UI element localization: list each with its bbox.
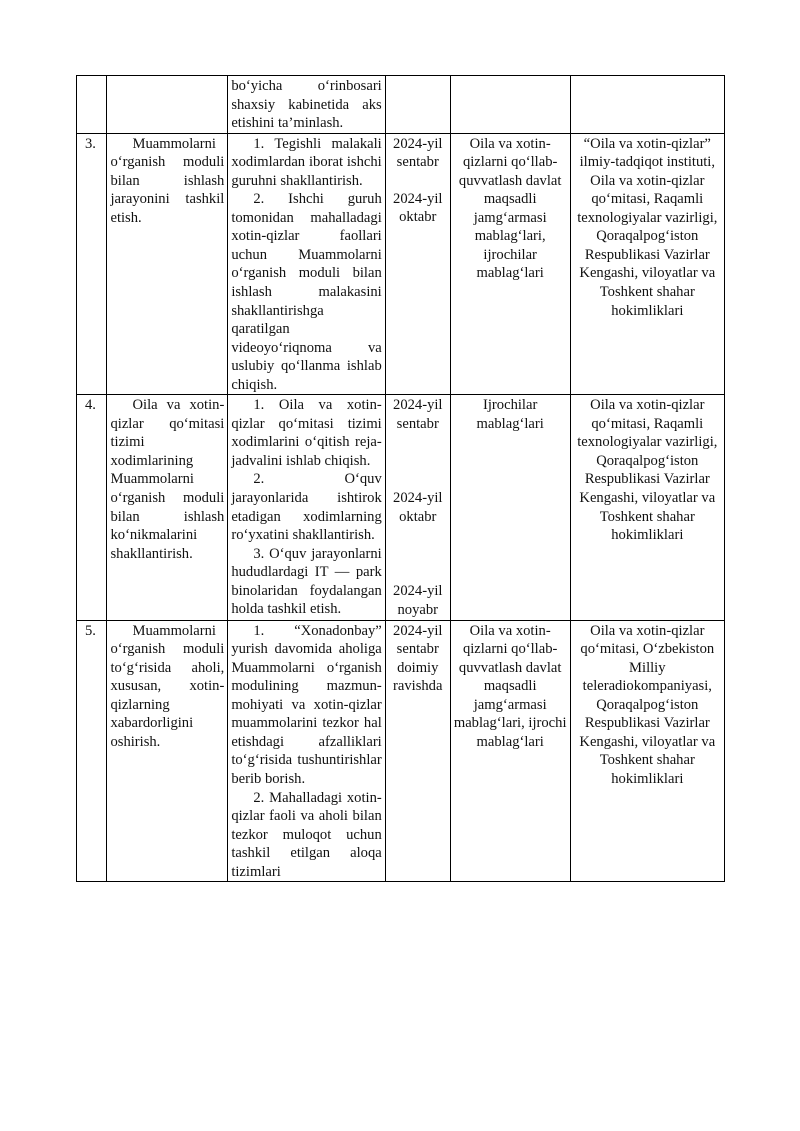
table-row bbox=[77, 76, 725, 134]
action-item: 1. Tegishli malakali xodimlardan iborat ishchi guruhni shakllantirish. bbox=[231, 135, 382, 189]
actions-cell bbox=[228, 133, 385, 395]
responsible-cell: “Oila va xotin-qizlar” ilmiy-tadqiqot instituti, Oila va xotin-qizlar qo‘mitasi, Raqamli texnologiyalar vazirligi, Qoraqalpog‘iston Respublikasi Vazirlar Kengashi, viloyatlar va Toshkent shahar hokimliklari bbox=[570, 133, 724, 395]
row-number: 4. bbox=[77, 395, 107, 620]
actions-cell bbox=[228, 620, 385, 882]
task-cell: Muammolarni o‘rganish moduli to‘g‘risida aholi, xususan, xotin-qizlarning xabardorligini oshirish. bbox=[107, 620, 228, 882]
funding-cell: Ijrochilar mablag‘lari bbox=[450, 395, 570, 620]
funding-cell: Oila va xotin-qizlarni qo‘llab-quvvatlash davlat maqsadli jamg‘armasi mablag‘lari, ijrochi mablag‘lari bbox=[450, 620, 570, 882]
action-item: 2. Ishchi guruh tomonidan mahalladagi xotin-qizlar faollari uchun Muammolarni o‘rganish moduli bilan ishlash malakasini shakllantirishga qaratilgan videoyo‘riqnoma va uslubiy qo‘llanma ishlab chiqish. bbox=[231, 191, 382, 393]
responsible-cell bbox=[570, 76, 724, 134]
deadline-cell bbox=[385, 395, 450, 620]
deadline-cell bbox=[385, 76, 450, 134]
responsible-cell: Oila va xotin-qizlar qo‘mitasi, Raqamli texnologiyalar vazirligi, Qoraqalpog‘iston Respublikasi Vazirlar Kengashi, viloyatlar va Toshkent shahar hokimliklari bbox=[570, 395, 724, 620]
action-item: 2. Mahalladagi xotin-qizlar faoli va aholi bilan tezkor muloqot uchun tashkil etilgan aloqa tizimlari bbox=[231, 789, 382, 880]
action-item: 1. Oila va xotin-qizlar qo‘mitasi tizimi xodimlarini o‘qitish reja-jadvalini ishlab chiqish. bbox=[231, 397, 382, 469]
task-cell bbox=[107, 76, 228, 134]
deadline-cell bbox=[385, 620, 450, 882]
table-row bbox=[77, 133, 725, 395]
actions-cell bbox=[228, 76, 385, 134]
document-page bbox=[76, 75, 725, 882]
deadline-item: 2024-yil noyabr bbox=[393, 583, 443, 619]
table-row bbox=[77, 620, 725, 882]
deadline-item: 2024-yil oktabr bbox=[393, 490, 443, 525]
deadline-item: 2024-yil oktabr bbox=[393, 190, 443, 226]
deadline-item: 2024-yil sentabr bbox=[393, 397, 443, 432]
row-number: 5. bbox=[77, 620, 107, 882]
deadline-item: 2024-yil sentabr doimiy ravishda bbox=[393, 622, 443, 695]
funding-cell: Oila va xotin-qizlarni qo‘llab-quvvatlash davlat maqsadli jamg‘armasi mablag‘lari, ijrochilar mablag‘lari bbox=[450, 133, 570, 395]
action-item: 3. O‘quv jarayonlarni hududlardagi IT — park binolaridan foydalangan holda tashkil etish. bbox=[231, 545, 382, 618]
actions-cell bbox=[228, 395, 385, 620]
deadline-spacer bbox=[389, 526, 447, 582]
deadline-spacer bbox=[389, 433, 447, 489]
row-number: 3. bbox=[77, 133, 107, 395]
task-cell: Muammolarni o‘rganish moduli bilan ishlash jarayonini tashkil etish. bbox=[107, 133, 228, 395]
deadline-spacer bbox=[389, 172, 447, 190]
action-plan-table bbox=[76, 75, 725, 882]
action-item: 2. O‘quv jarayonlarida ishtirok etadigan xodimlarning ro‘yxatini shakllantirish. bbox=[231, 471, 382, 544]
row-number bbox=[77, 76, 107, 134]
deadline-cell bbox=[385, 133, 450, 395]
action-item: 1. “Xonadonbay” yurish davomida aholiga Muammolarni o‘rganish modulining mazmun-mohiyati va xotin-qizlar muammolarini tezkor hal etishdagi afzalliklari to‘g‘risida tushuntirishlar berib borish. bbox=[231, 622, 382, 787]
action-item: bo‘yicha o‘rinbosari shaxsiy kabinetida aks etishini ta’minlash. bbox=[231, 78, 382, 132]
deadline-item: 2024-yil sentabr bbox=[393, 135, 443, 171]
responsible-cell: Oila va xotin-qizlar qo‘mitasi, O‘zbekiston Milliy teleradiokompaniyasi, Qoraqalpog‘iston Respublikasi Vazirlar Kengashi, viloyatlar va Toshkent shahar hokimliklari bbox=[570, 620, 724, 882]
table-row bbox=[77, 395, 725, 620]
funding-cell bbox=[450, 76, 570, 134]
task-cell: Oila va xotin-qizlar qo‘mitasi tizimi xodimlarining Muammolarni o‘rganish moduli bilan ishlash ko‘nikmalarini shakllantirish. bbox=[107, 395, 228, 620]
